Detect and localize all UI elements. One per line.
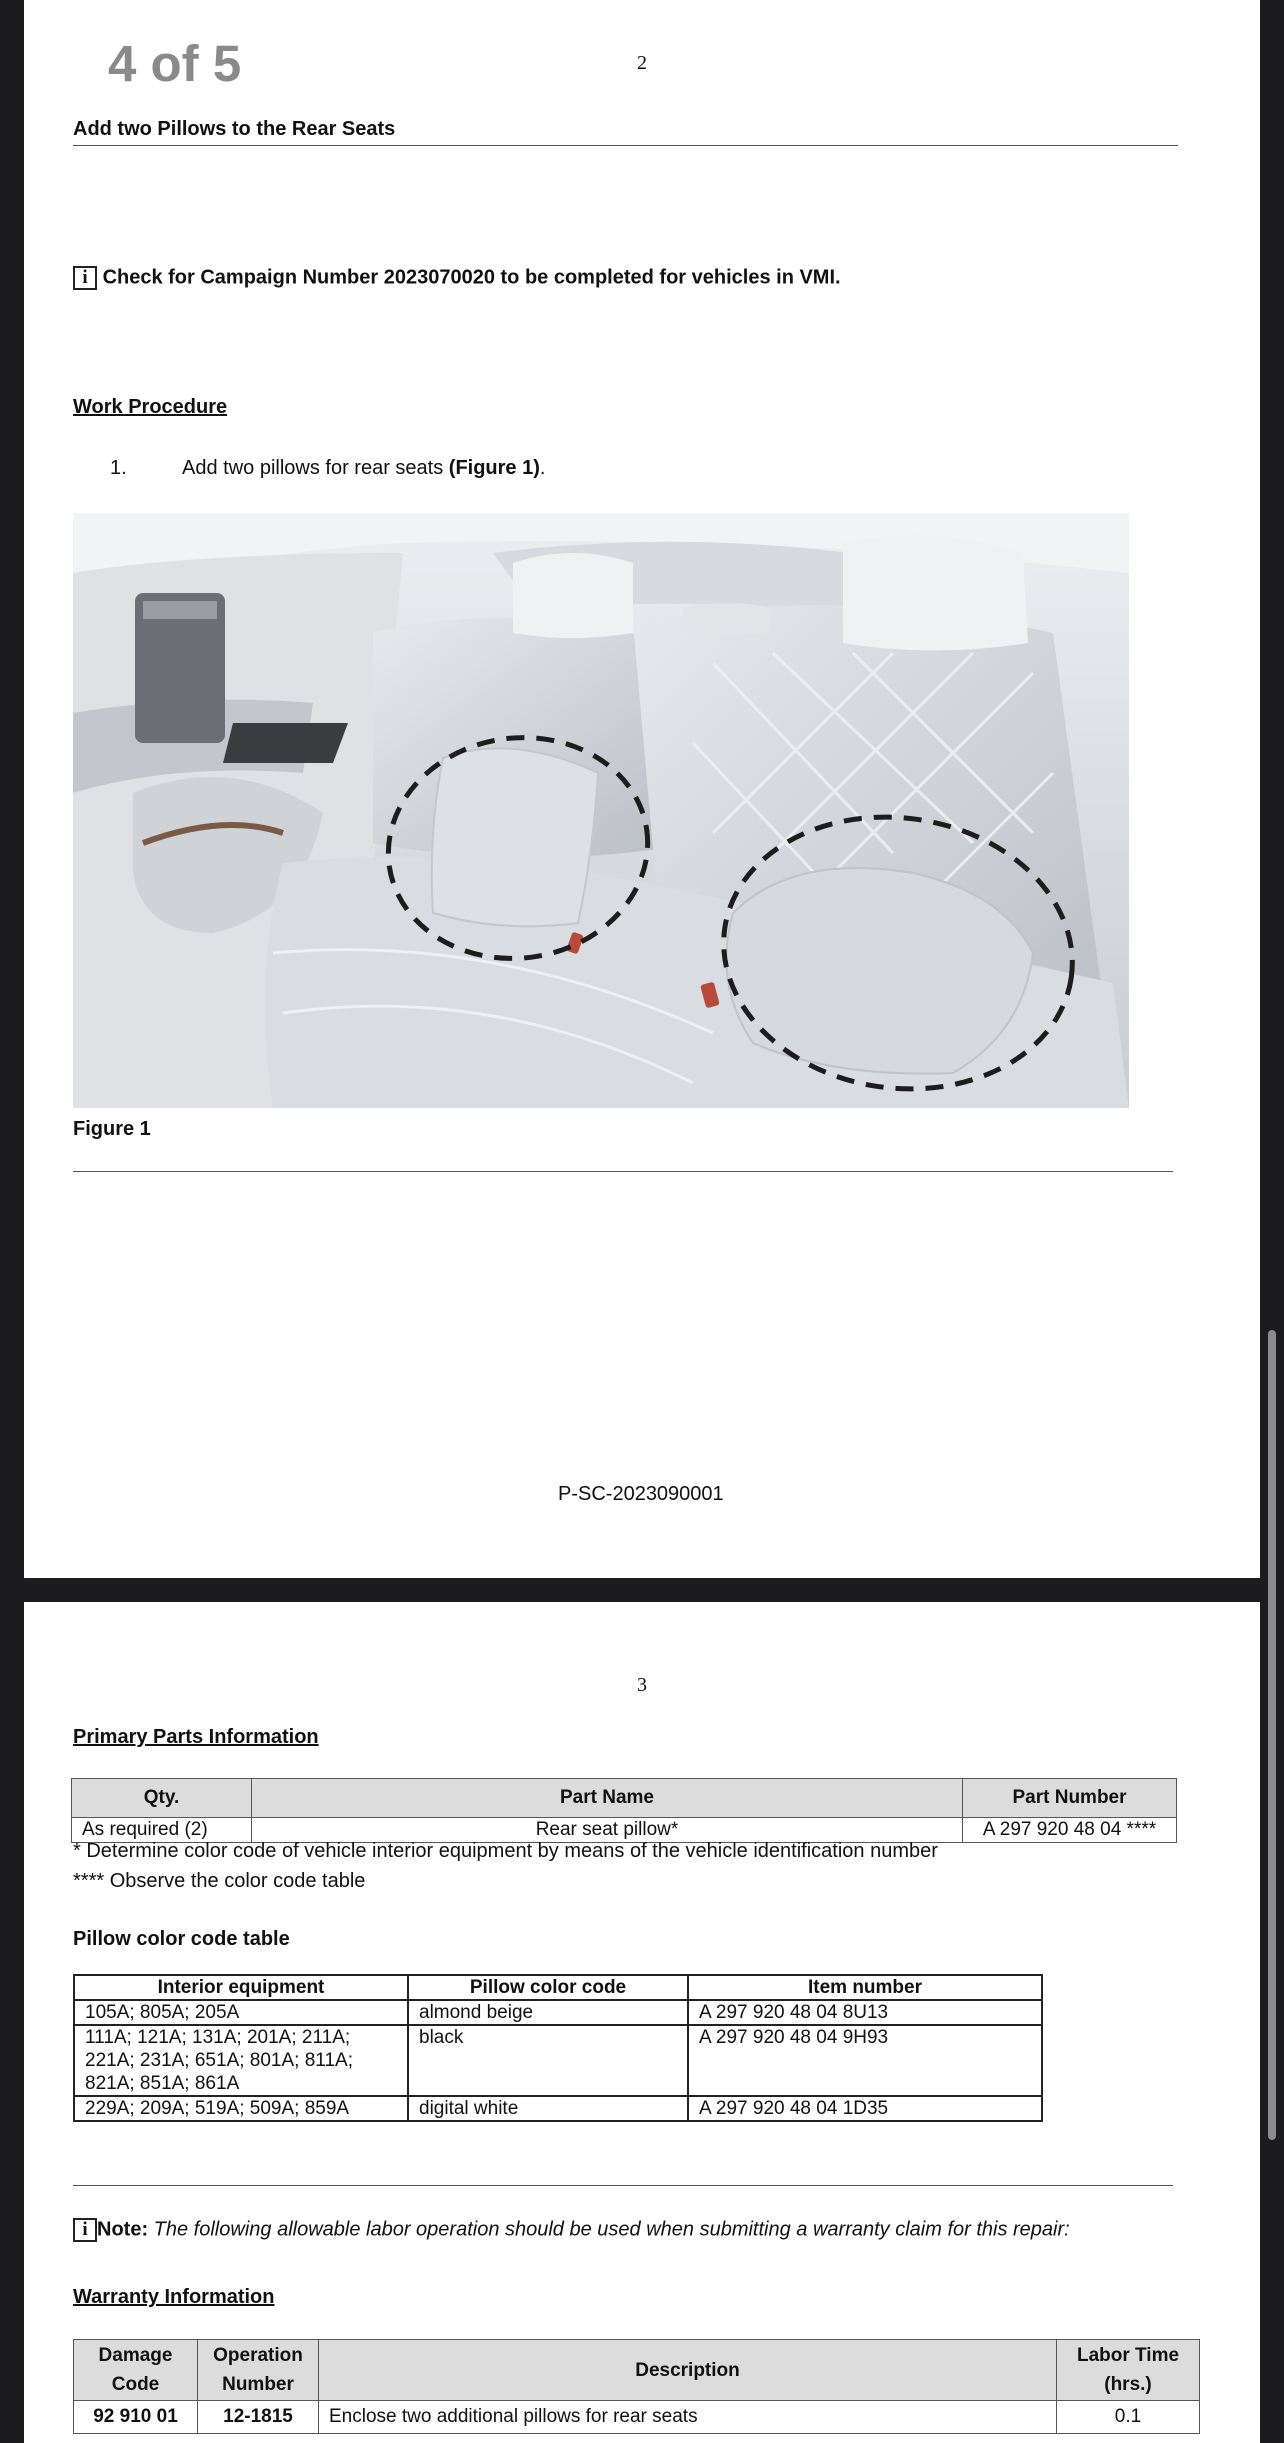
warranty-heading: Warranty Information xyxy=(73,2286,275,2308)
headrest-right xyxy=(843,535,1028,651)
page-number: 3 xyxy=(637,1674,647,1696)
pillow-color: digital white xyxy=(408,2096,688,2121)
parts-number: A 297 920 48 04 **** xyxy=(963,1818,1177,1843)
info-icon: i xyxy=(73,2218,97,2242)
step-number: 1. xyxy=(110,457,127,479)
warranty-header-operation: Operation Number xyxy=(198,2340,319,2401)
color-table-heading: Pillow color code table xyxy=(73,1928,290,1950)
note-label: Note: xyxy=(97,2218,149,2241)
table-row xyxy=(74,2025,1042,2096)
footer-code: P-SC-2023090001 xyxy=(558,1483,724,1505)
item-number: A 297 920 48 04 8U13 xyxy=(688,2000,1042,2025)
figure-caption: Figure 1 xyxy=(73,1118,151,1140)
left-pillow xyxy=(432,748,598,926)
headrest-center xyxy=(683,603,773,635)
warranty-header-damage-code: Damage Code xyxy=(74,2340,198,2401)
warranty-header-description: Description xyxy=(319,2340,1057,2401)
operation-number: 12-1815 xyxy=(198,2401,319,2434)
description: Enclose two additional pillows for rear seats xyxy=(319,2401,1057,2434)
interior-equipment: 105A; 805A; 205A xyxy=(74,2000,408,2025)
interior-equipment: 229A; 209A; 519A; 509A; 859A xyxy=(74,2096,408,2121)
table-row xyxy=(74,2401,1200,2434)
table-row xyxy=(72,1818,1177,1843)
step-text: Add two pillows for rear seats xyxy=(182,457,449,479)
table-rule xyxy=(73,2185,1173,2186)
damage-code: 92 910 01 xyxy=(74,2401,198,2434)
document-page-3 xyxy=(24,1602,1260,2443)
parts-header-qty: Qty. xyxy=(72,1779,252,1818)
interior-equipment: 111A; 121A; 131A; 201A; 211A; 221A; 231A; 651A; 801A; 811A; 821A; 851A; 861A xyxy=(74,2025,408,2096)
pillow-color: black xyxy=(408,2025,688,2096)
figure-1-rear-seats-photo xyxy=(73,513,1129,1108)
color-header-code: Pillow color code xyxy=(408,1975,688,2000)
parts-header-name: Part Name xyxy=(252,1779,963,1818)
title-rule xyxy=(73,145,1178,146)
parts-name: Rear seat pillow* xyxy=(252,1818,963,1843)
scrollbar[interactable] xyxy=(1268,1330,1276,2140)
campaign-note xyxy=(73,266,841,290)
parts-header-number: Part Number xyxy=(963,1779,1177,1818)
figure-rule xyxy=(73,1171,1173,1172)
step-end: . xyxy=(539,457,546,479)
note-color-table: **** Observe the color code table xyxy=(73,1870,366,1892)
color-header-interior: Interior equipment xyxy=(74,1975,408,2000)
work-procedure-heading: Work Procedure xyxy=(73,396,228,418)
labor-note xyxy=(73,2218,1070,2242)
labor-time: 0.1 xyxy=(1057,2401,1200,2434)
item-number: A 297 920 48 04 1D35 xyxy=(688,2096,1042,2121)
note-color-code: * Determine color code of vehicle interior equipment by means of the vehicle identification number xyxy=(73,1840,938,1862)
document-page-2 xyxy=(24,0,1260,1578)
table-row xyxy=(74,2096,1042,2121)
parts-qty: As required (2) xyxy=(72,1818,252,1843)
color-header-item: Item number xyxy=(688,1975,1042,2000)
page-number: 2 xyxy=(637,52,647,74)
figure-reference[interactable]: (Figure 1) xyxy=(448,457,540,479)
primary-parts-heading: Primary Parts Information xyxy=(73,1726,319,1748)
note-text: The following allowable labor operation should be used when submitting a warranty claim for this repair: xyxy=(148,2218,1070,2241)
pillow-color: almond beige xyxy=(408,2000,688,2025)
info-icon: i xyxy=(73,266,97,290)
pillow-color-table xyxy=(73,1974,1043,2122)
document-title: Add two Pillows to the Rear Seats xyxy=(73,118,396,140)
table-row xyxy=(74,2000,1042,2025)
warranty-table xyxy=(73,2339,1200,2434)
page-counter: 4 of 5 xyxy=(108,35,242,92)
parts-table xyxy=(71,1778,1177,1843)
step-1 xyxy=(182,457,545,480)
door-handle xyxy=(223,723,348,763)
item-number: A 297 920 48 04 9H93 xyxy=(688,2025,1042,2096)
headrest-left xyxy=(513,553,633,638)
campaign-note-text: Check for Campaign Number 2023070020 to be completed for vehicles in VMI. xyxy=(102,266,841,289)
warranty-header-labor-time: Labor Time (hrs.) xyxy=(1057,2340,1200,2401)
